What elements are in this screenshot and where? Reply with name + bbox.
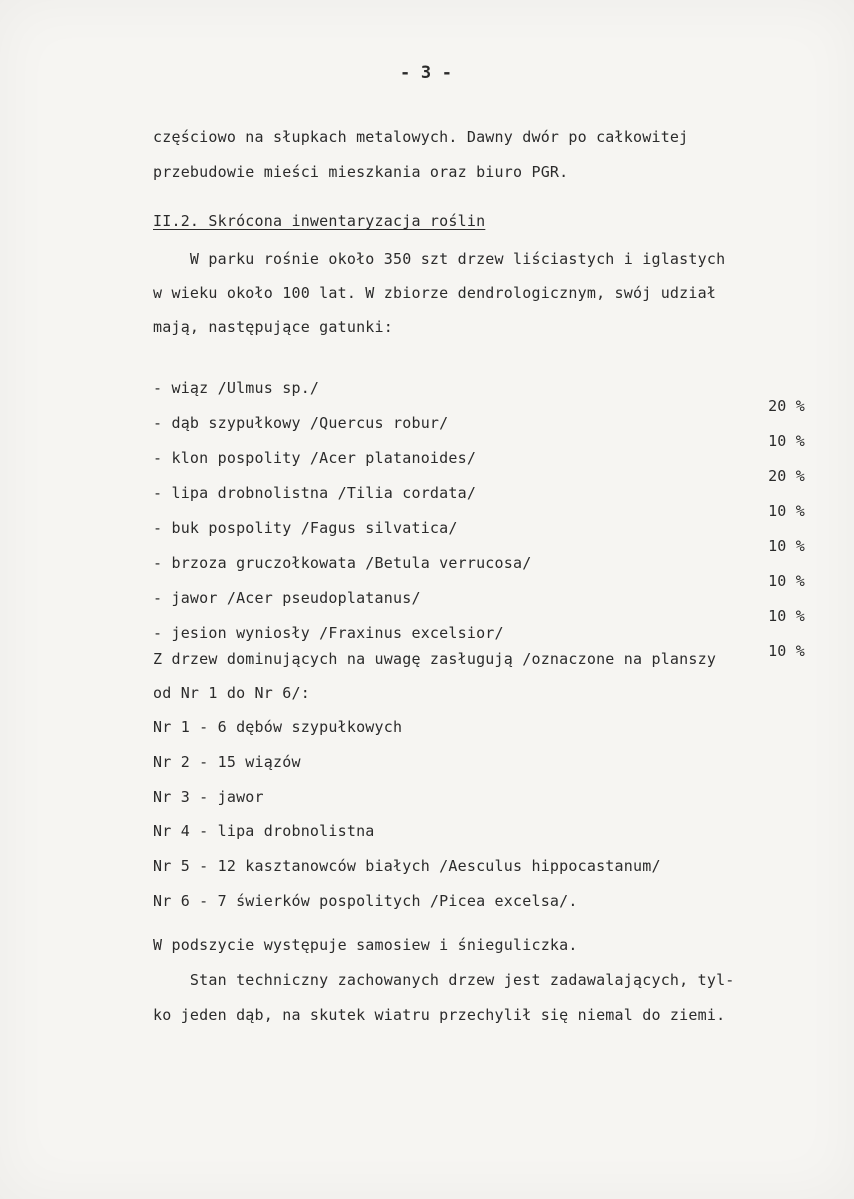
species-percent: 10 % — [768, 572, 805, 590]
dominant-tree-item: Nr 4 - lipa drobnolistna — [153, 822, 375, 840]
page-number: - 3 - — [400, 63, 453, 83]
species-name: - wiąz /Ulmus sp./ — [153, 379, 320, 397]
species-percent: 20 % — [768, 397, 805, 415]
species-percent: 10 % — [768, 642, 805, 660]
species-name: - buk pospolity /Fagus silvatica/ — [153, 519, 458, 537]
undergrowth-line: W podszycie występuje samosiew i śnieguliczka. — [153, 936, 578, 954]
species-percent: 10 % — [768, 432, 805, 450]
dominant-tree-item: Nr 6 - 7 świerków pospolitych /Picea excelsa/. — [153, 892, 578, 910]
dominant-tree-item: Nr 5 - 12 kasztanowców białych /Aesculus hippocastanum/ — [153, 857, 661, 875]
paragraph-line: mają, następujące gatunki: — [153, 318, 393, 336]
species-name: - jawor /Acer pseudoplatanus/ — [153, 589, 421, 607]
species-name: - lipa drobnolistna /Tilia cordata/ — [153, 484, 477, 502]
paragraph-line: w wieku około 100 lat. W zbiorze dendrologicznym, swój udział — [153, 284, 717, 302]
paragraph-line: W parku rośnie około 350 szt drzew liściastych i iglastych — [153, 250, 726, 268]
species-name: - jesion wyniosły /Fraxinus excelsior/ — [153, 624, 504, 642]
closing-line: Stan techniczny zachowanych drzew jest zadawalających, tyl- — [153, 971, 735, 989]
closing-line: ko jeden dąb, na skutek wiatru przechylił się niemal do ziemi. — [153, 1006, 726, 1024]
species-name: - dąb szypułkowy /Quercus robur/ — [153, 414, 449, 432]
species-name: - klon pospolity /Acer platanoides/ — [153, 449, 477, 467]
species-percent: 10 % — [768, 502, 805, 520]
dominant-tree-item: Nr 2 - 15 wiązów — [153, 753, 301, 771]
species-name: - brzoza gruczołkowata /Betula verrucosa/ — [153, 554, 532, 572]
dominant-intro-line: od Nr 1 do Nr 6/: — [153, 684, 310, 702]
section-heading: II.2. Skrócona inwentaryzacja roślin — [153, 212, 486, 230]
intro-line: częściowo na słupkach metalowych. Dawny dwór po całkowitej — [153, 128, 689, 146]
dominant-intro-line: Z drzew dominujących na uwagę zasługują /oznaczone na planszy — [153, 650, 717, 668]
species-percent: 10 % — [768, 607, 805, 625]
dominant-tree-item: Nr 1 - 6 dębów szypułkowych — [153, 718, 403, 736]
intro-line: przebudowie mieści mieszkania oraz biuro PGR. — [153, 163, 569, 181]
species-percent: 20 % — [768, 467, 805, 485]
dominant-tree-item: Nr 3 - jawor — [153, 788, 264, 806]
species-percent: 10 % — [768, 537, 805, 555]
